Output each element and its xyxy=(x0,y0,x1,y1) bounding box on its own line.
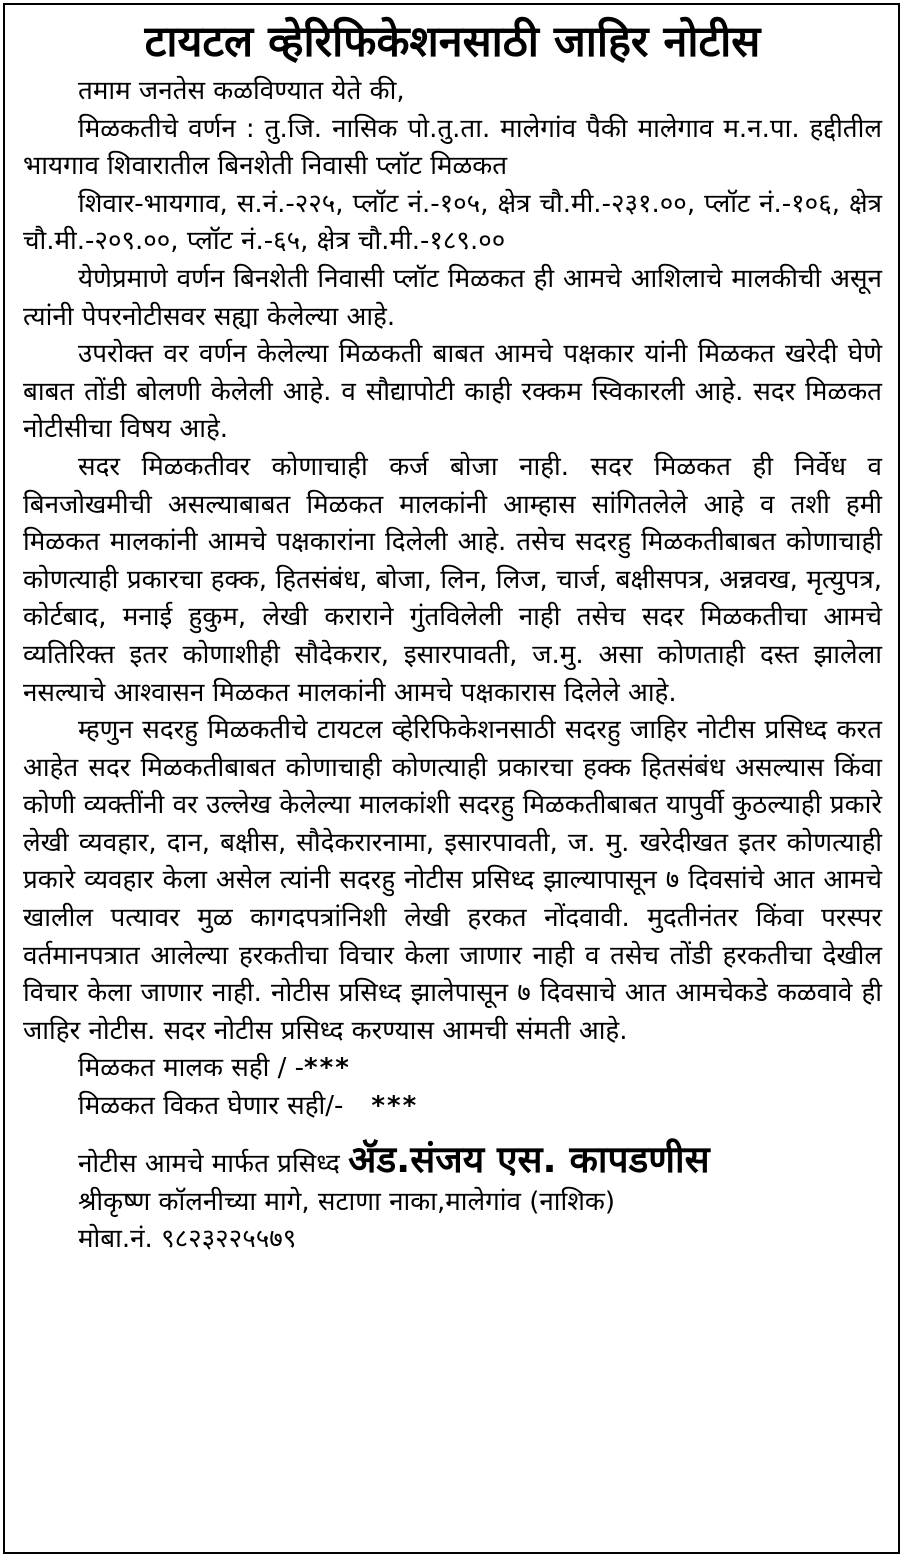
public-notice xyxy=(3,3,900,1554)
notice-title: टायटल व्हेरिफिकेशनसाठी जाहिर नोटीस xyxy=(144,17,761,67)
buyer-signature-label: मिळकत विकत घेणार सही/- xyxy=(78,1091,344,1122)
owner-signature-value: *** xyxy=(304,1053,351,1084)
notice-greeting: तमाम जनतेस कळविण्यात येते की, xyxy=(78,76,405,106)
publisher-prefix: नोटीस आमचे मार्फत प्रसिध्द xyxy=(78,1148,340,1179)
advocate-name: ॲड.संजय एस. कापडणीस xyxy=(348,1137,710,1181)
advocate-mobile: मोबा.नं. ९८२३२२५५७९ xyxy=(78,1224,297,1255)
property-details: शिवार-भायगाव, स.नं.-२२५, प्लॉट नं.-१०५, क्षेत्र चौ.मी.-२३१.००, प्लॉट नं.-१०६, क्षेत्र चौ.मी.-२०९.००, प्लॉट नं.-६५, क्षेत्र चौ.मी.-१८९.०० xyxy=(23,188,882,257)
publisher-line xyxy=(23,1137,882,1184)
property-description: मिळकतीचे वर्णन : तु.जि. नासिक पो.तु.ता. मालेगांव पैकी मालेगाव म.न.पा. हद्दीतील भायगाव शिवारातील बिनशेती निवासी प्लॉट मिळकत xyxy=(23,113,882,182)
ownership-paragraph: येणेप्रमाणे वर्णन बिनशेती निवासी प्लॉट मिळकत ही आमचे आशिलाचे मालकीची असून त्यांनी पेपरनोटीसवर सह्या केलेल्या आहे. xyxy=(23,263,882,332)
objection-paragraph: म्हणुन सदरहु मिळकतीचे टायटल व्हेरिफिकेशनसाठी सदरहु जाहिर नोटीस प्रसिध्द करत आहेत सदर मिळकतीबाबत कोणाचाही कोणत्याही प्रकारचा हक्क हितसंबंध असल्यास किंवा कोणी व्यक्तींनी वर उल्लेख केलेल्या मालकांशी सदरहु मिळकतीबाबत यापुर्वी कुठल्याही प्रकारे लेखी व्यवहार, दान, बक्षीस, सौदेकरारनामा, इसारपावती, ज. मु. खरेदीखत इतर कोणत्याही प्रकारे व्यवहार केला असेल त्यांनी सदरहु नोटीस प्रसिध्द झाल्यापासून ७ दिवसांचे आत आमचे खालील पत्यावर मुळ कागदपत्रांनिशी लेखी हरकत नोंदवावी. मुदतीनंतर किंवा परस्पर वर्तमानपत्रात आलेल्या हरकतीचा विचार केला जाणार नाही व तसेच तोंडी हरकतीचा देखील विचार केला जाणार नाही. नोटीस प्रसिध्द झालेपासून ७ दिवसाचे आत आमचेकडे कळवावे ही जाहिर नोटीस. सदर नोटीस प्रसिध्द करण्यास आमची संमती आहे. xyxy=(23,715,882,1046)
advocate-address: श्रीकृष्ण कॉलनीच्या मागे, सटाणा नाका,मालेगांव (नाशिक) xyxy=(78,1186,616,1217)
agreement-paragraph: उपरोक्त वर वर्णन केलेल्या मिळकती बाबत आमचे पक्षकार यांनी मिळकत खरेदी घेणे बाबत तोंडी बोलणी केलेली आहे. व सौद्यापोटी काही रक्कम स्विकारली आहे. सदर मिळकत नोटीसीचा विषय आहे. xyxy=(23,339,882,445)
buyer-signature-value: *** xyxy=(371,1091,419,1122)
owner-signature-line xyxy=(23,1050,882,1088)
owner-signature-label: मिळकत मालक सही / - xyxy=(78,1053,305,1084)
buyer-signature-line xyxy=(23,1088,882,1126)
encumbrance-paragraph: सदर मिळकतीवर कोणाचाही कर्ज बोजा नाही. सदर मिळकत ही निर्वेध व बिनजोखमीची असल्याबाबत मिळकत मालकांनी आम्हास सांगितलेले आहे व तशी हमी मिळकत मालकांनी आमचे पक्षकारांना दिलेली आहे. तसेच सदरहु मिळकतीबाबत कोणाचाही कोणत्याही प्रकारचा हक्क, हितसंबंध, बोजा, लिन, लिज, चार्ज, बक्षीसपत्र, अन्नवख, मृत्युपत्र, कोर्टबाद, मनाई हुकुम, लेखी कराराने गुंतविलेली नाही तसेच सदर मिळकतीचा आमचे व्यतिरिक्त इतर कोणाशीही सौदेकरार, इसारपावती, ज.मु. असा कोणताही दस्त झालेला नसल्याचे आश्वासन मिळकत मालकांनी आमचे पक्षकारास दिलेले आहे. xyxy=(23,451,882,708)
